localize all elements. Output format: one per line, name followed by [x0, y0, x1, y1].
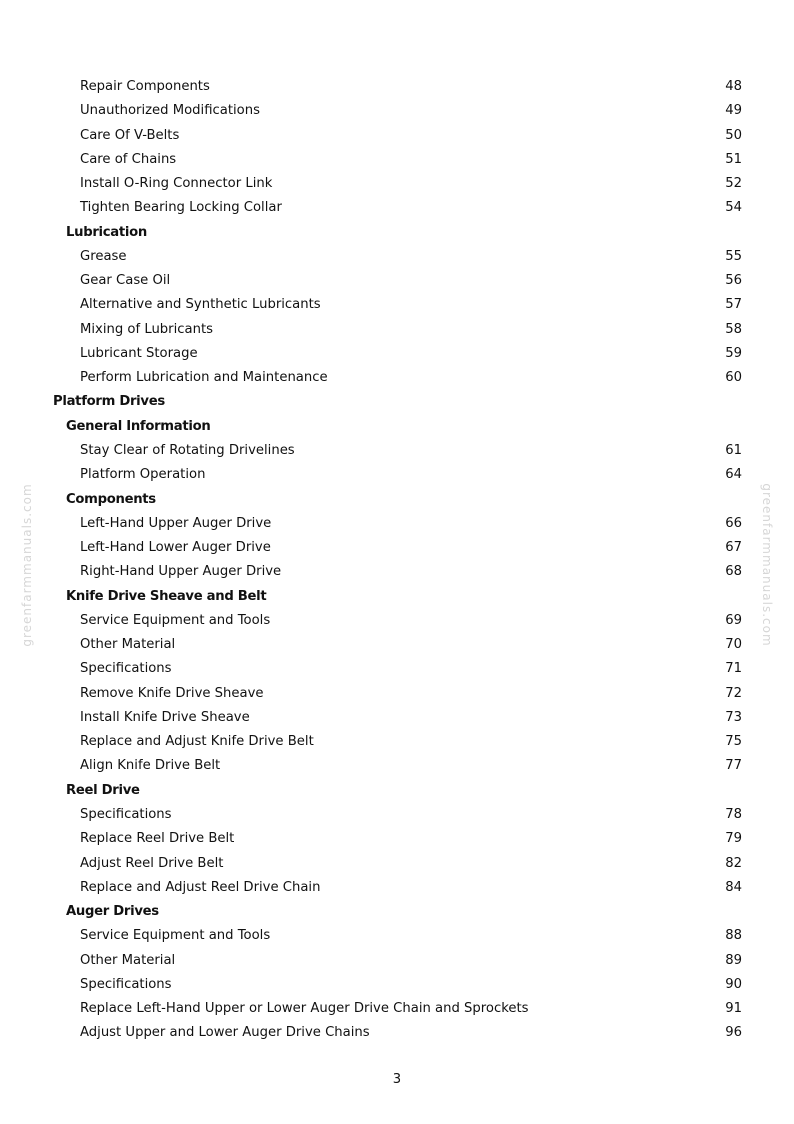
toc-entry[interactable] [0, 973, 794, 997]
toc-entry-page: 60 [725, 370, 742, 386]
toc-entry-page: 50 [725, 127, 742, 143]
toc-entry[interactable] [0, 75, 794, 99]
toc-entry-title: Install Knife Drive Sheave [80, 709, 250, 725]
toc-entry-title: Lubrication [66, 224, 147, 240]
toc-entry-title: Alternative and Synthetic Lubricants [80, 297, 321, 313]
toc-entry-page: 49 [725, 103, 742, 119]
toc-entry-title: Left-Hand Upper Auger Drive [80, 515, 272, 531]
toc-entry-title: Reel Drive [66, 782, 140, 798]
toc-entry[interactable] [0, 657, 794, 681]
toc-entry[interactable] [0, 342, 794, 366]
toc-entry-page: 88 [725, 928, 742, 944]
toc-entry[interactable] [0, 924, 794, 948]
toc-entry-page: 71 [725, 661, 742, 677]
toc-section-heading[interactable] [0, 390, 794, 414]
toc-entry-page: 61 [725, 442, 742, 458]
toc-entry[interactable] [0, 633, 794, 657]
toc-entry-title: Replace and Adjust Knife Drive Belt [80, 734, 314, 750]
toc-entry-title: Other Material [80, 952, 176, 968]
toc-entry[interactable] [0, 148, 794, 172]
toc-entry-page: 75 [725, 734, 742, 750]
toc-entry-title: Specifications [80, 661, 172, 677]
toc-entry-page: 54 [725, 200, 742, 216]
toc-entry-page: 66 [725, 515, 742, 531]
toc-entry-title: Knife Drive Sheave and Belt [66, 588, 267, 604]
toc-entry-title: Lubricant Storage [80, 345, 198, 361]
toc-entry-page: 64 [725, 467, 742, 483]
toc-entry[interactable] [0, 730, 794, 754]
toc-entry-page: 77 [725, 758, 742, 774]
toc-entry[interactable] [0, 609, 794, 633]
toc-entry-title: Repair Components [80, 79, 210, 94]
toc-entry-page: 96 [725, 1025, 742, 1041]
toc-entry-title: Replace Reel Drive Belt [80, 831, 235, 847]
toc-entry-page: 73 [725, 709, 742, 725]
toc-section-heading[interactable] [0, 221, 794, 245]
toc-entry[interactable] [0, 997, 794, 1021]
toc-entry-page: 57 [725, 297, 742, 313]
toc-entry[interactable] [0, 852, 794, 876]
toc-entry[interactable] [0, 318, 794, 342]
toc-entry-page: 72 [725, 685, 742, 701]
toc-entry[interactable] [0, 269, 794, 293]
toc-entry-title: Care Of V-Belts [80, 127, 180, 143]
toc-entry-title: Gear Case Oil [80, 273, 171, 289]
toc-entry-page: 90 [725, 976, 742, 992]
toc-entry[interactable] [0, 293, 794, 317]
toc-entry-title: Auger Drives [66, 904, 159, 920]
toc-section-heading[interactable] [0, 779, 794, 803]
toc-entry[interactable] [0, 949, 794, 973]
toc-entry[interactable] [0, 560, 794, 584]
toc-entry-page: 91 [725, 1001, 742, 1017]
toc-entry-page: 89 [725, 952, 742, 968]
toc-entry-page: 52 [725, 176, 742, 192]
toc-entry[interactable] [0, 439, 794, 463]
toc-entry-title: Service Equipment and Tools [80, 928, 271, 944]
toc-entry-title: Platform Drives [53, 394, 165, 410]
toc-entry[interactable] [0, 245, 794, 269]
toc-entry[interactable] [0, 99, 794, 123]
toc-entry-title: Unauthorized Modifications [80, 103, 260, 119]
toc-entry-page: 69 [725, 612, 742, 628]
toc-entry-title: Other Material [80, 637, 176, 653]
watermark-right: greenfarmmanuals.com [760, 483, 774, 647]
toc-entry-title: Specifications [80, 806, 172, 822]
toc-entry-page: 78 [725, 806, 742, 822]
toc-entry-title: General Information [66, 418, 211, 434]
watermark-left: greenfarmmanuals.com [20, 483, 34, 647]
toc-entry[interactable] [0, 463, 794, 487]
page-number: 3 [392, 1072, 402, 1087]
toc-entry[interactable] [0, 196, 794, 220]
toc-entry-title: Remove Knife Drive Sheave [80, 685, 264, 701]
toc-entry[interactable] [0, 366, 794, 390]
toc-entry-page: 56 [725, 273, 742, 289]
toc-entry-title: Mixing of Lubricants [80, 321, 213, 337]
toc-entry-page: 79 [725, 831, 742, 847]
toc-entry-title: Replace and Adjust Reel Drive Chain [80, 879, 321, 895]
toc-entry-page: 82 [725, 855, 742, 871]
toc-entry-page: 59 [725, 345, 742, 361]
toc-entry-title: Service Equipment and Tools [80, 612, 271, 628]
toc-entry[interactable] [0, 754, 794, 778]
toc-section-heading[interactable] [0, 488, 794, 512]
toc-entry[interactable] [0, 512, 794, 536]
toc-entry[interactable] [0, 536, 794, 560]
toc-entry-title: Left-Hand Lower Auger Drive [80, 540, 271, 556]
toc-entry[interactable] [0, 682, 794, 706]
toc-entry-page: 55 [725, 248, 742, 264]
toc-entry-page: 84 [725, 879, 742, 895]
toc-entry[interactable] [0, 1021, 794, 1045]
toc-entry-page: 67 [725, 540, 742, 556]
toc-entry-page: 58 [725, 321, 742, 337]
toc-entry[interactable] [0, 706, 794, 730]
toc-section-heading[interactable] [0, 415, 794, 439]
toc-entry-title: Components [66, 491, 156, 507]
toc-entry[interactable] [0, 124, 794, 148]
toc-entry-title: Adjust Reel Drive Belt [80, 855, 224, 871]
toc-entry-title: Specifications [80, 976, 172, 992]
toc-entry-title: Platform Operation [80, 467, 206, 483]
toc-entry-title: Grease [80, 248, 127, 264]
toc-entry[interactable] [0, 803, 794, 827]
toc-entry-title: Care of Chains [80, 151, 177, 167]
toc-entry-page: 68 [725, 564, 742, 580]
toc-entry-title: Align Knife Drive Belt [80, 758, 221, 774]
toc-entry-title: Stay Clear of Rotating Drivelines [80, 442, 295, 458]
table-of-contents [0, 75, 794, 1046]
toc-entry[interactable] [0, 827, 794, 851]
toc-section-heading[interactable] [0, 585, 794, 609]
toc-entry-title: Replace Left-Hand Upper or Lower Auger Drive Chain and Sprockets [80, 1001, 529, 1017]
toc-entry-title: Install O-Ring Connector Link [80, 176, 273, 192]
toc-entry-title: Adjust Upper and Lower Auger Drive Chains [80, 1025, 370, 1041]
toc-entry-page: 51 [725, 151, 742, 167]
toc-entry-page: 48 [725, 79, 742, 94]
toc-entry[interactable] [0, 876, 794, 900]
toc-entry-title: Tighten Bearing Locking Collar [80, 200, 282, 216]
toc-entry[interactable] [0, 172, 794, 196]
toc-entry-page: 70 [725, 637, 742, 653]
toc-entry-title: Right-Hand Upper Auger Drive [80, 564, 282, 580]
toc-entry-title: Perform Lubrication and Maintenance [80, 370, 328, 386]
toc-section-heading[interactable] [0, 900, 794, 924]
